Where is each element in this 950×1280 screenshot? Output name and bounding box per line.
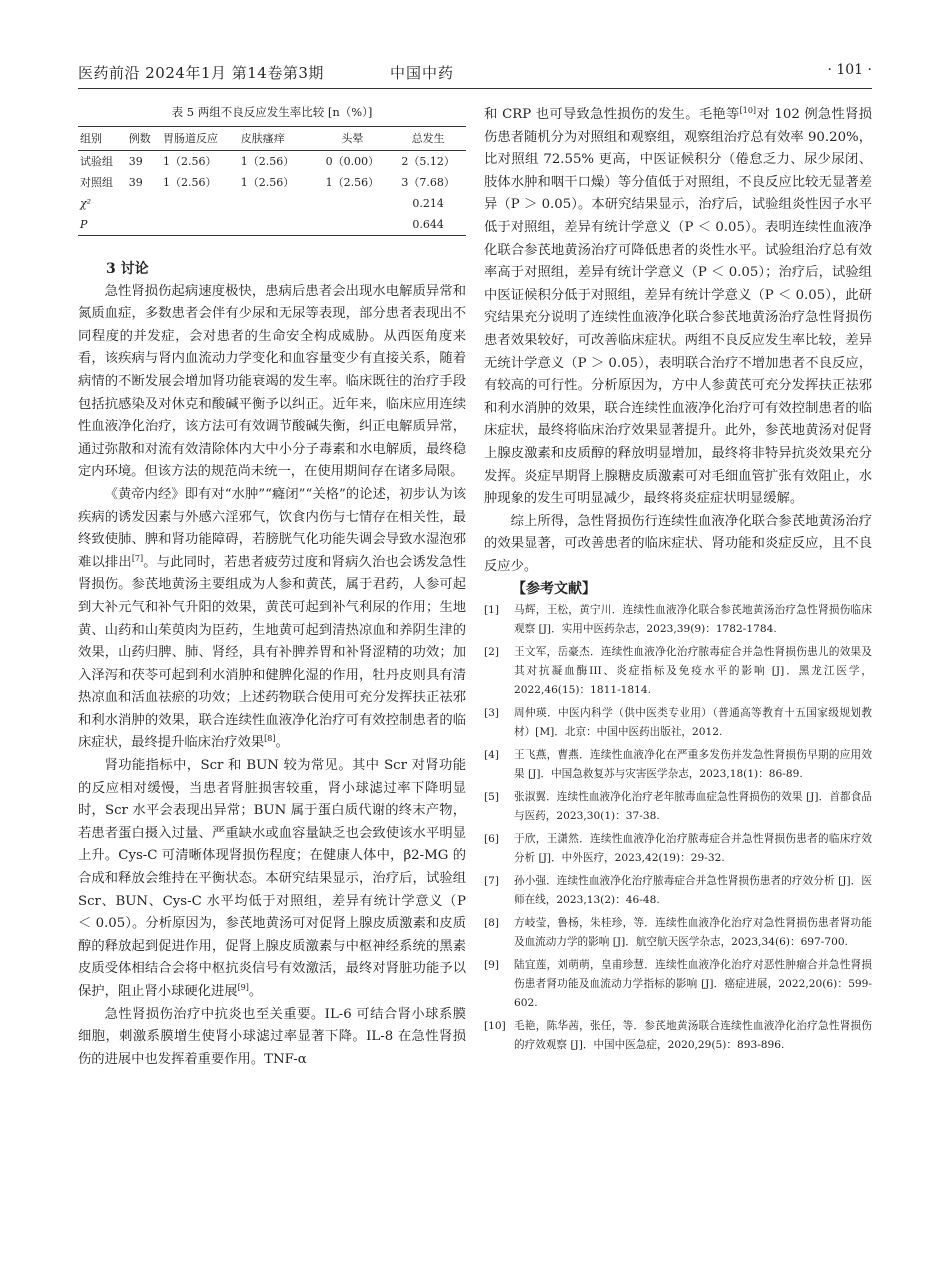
ref-text: 于欣，王潇然．连续性血液净化治疗脓毒症合并急性肾损伤患者的临床疗效分析 [J]．中外医疗，2023,42(19)：29-32. (514, 833, 872, 865)
table-row (78, 172, 466, 193)
text-run: 肾功能指标中，Scr 和 BUN 较为常见。其中 Scr 对肾功能的反应相对缓慢，当患者肾脏损害较重，肾小球滤过率下降明显时，Scr 水平会表现出异常；BUN 属于蛋白质代谢的终末产物，若患者蛋白摄入过量、严重缺水或血容量缺乏也会致使该水平明显上升。Cys-C 可清晰体现肾损伤程度；在健康人体中，β2-MG 的合成和释放会维持在平衡状态。本研究结果显示，治疗后，试验组 Scr、BUN、Cys-C 水平均低于对照组，差异有统计学意义（P ＜ 0.05）。分析原因为，参芪地黄汤可对促肾上腺皮质激素和皮质醇的释放起到促进作用，促肾上腺皮质激素与中枢神经系统的黑素皮质受体相结合会将中枢抗炎信号有效激活，最终对肾脏功能予以保护，阻止肾小球硬化进展 (78, 758, 466, 999)
table-cell: 1（2.56） (240, 155, 295, 168)
table-cell: 试验组 (80, 155, 113, 168)
ref-number: [4] (484, 749, 500, 762)
citation: [9] (237, 983, 249, 992)
table-cell: 0.214 (412, 197, 444, 210)
reference-item (484, 872, 872, 910)
table-cell (239, 214, 315, 236)
ref-number: [7] (484, 875, 500, 888)
adverse-reaction-table (78, 126, 466, 236)
reference-list (484, 601, 872, 1055)
ref-number: [2] (484, 646, 500, 659)
text-run: 和 CRP 也可导致急性损伤的发生。毛艳等 (484, 107, 740, 122)
col-header: 头晕 (314, 127, 390, 151)
conclusion-paragraph: 综上所得，急性肾损伤行连续性血液净化联合参芪地黄汤治疗的效果显著，可改善患者的临床症状、肾功能和炎症反应，且不良反应少。 (484, 513, 872, 574)
col-header: 组别 (78, 127, 127, 151)
ref-number: [6] (484, 833, 500, 846)
col-header: 皮肤瘙痒 (239, 127, 315, 151)
reference-item (484, 830, 872, 868)
ref-number: [10] (484, 1020, 506, 1033)
table-cell: 1（2.56） (325, 176, 380, 189)
reference-item (484, 704, 872, 742)
table-header-row (78, 127, 466, 151)
table-cell (161, 193, 239, 214)
col-header: 例数 (127, 127, 161, 151)
body-paragraph: 急性肾损伤治疗中抗炎也至关重要。IL-6 可结合肾小球系膜细胞，刺激系膜增生使肾小球滤过率显著下降。IL-8 在急性肾损伤的进展中也发挥着重要作用。TNF-α (78, 1006, 466, 1067)
ref-number: [8] (484, 917, 500, 930)
reference-item (484, 914, 872, 952)
reference-item (484, 746, 872, 784)
text-run: 。 (275, 735, 289, 751)
table-cell: 3（7.68） (401, 176, 455, 189)
reference-item (484, 1017, 872, 1055)
left-column (78, 104, 466, 1071)
ref-number: [9] (484, 959, 500, 972)
section-title: 3 讨论 (106, 261, 149, 277)
ref-text: 张淑翼．连续性血液净化治疗老年脓毒血症急性肾损伤的效果 [J]．首都食品与医药，2023,30(1)：37-38. (514, 791, 872, 823)
citation: [8] (264, 734, 276, 744)
ref-text: 陆宜莲，刘萌萌，皇甫珍慧．连续性血液净化治疗对恶性肿瘤合并急性肾损伤患者肾功能及血流动力学指标的影响 [J]．癌症进展，2022,20(6)：599-602. (514, 959, 872, 1010)
col-header: 总发生 (390, 127, 466, 151)
table-cell: 1（2.56） (162, 176, 217, 189)
ref-text: 马辉，王松，黄宁川．连续性血液净化联合参芪地黄汤治疗急性肾损伤临床观察 [J]．实用中医药杂志，2023,39(9)：1782-1784. (514, 604, 872, 636)
ref-text: 孙小强．连续性血液净化治疗脓毒症合并急性肾损伤患者的疗效分析 [J]．医师在线，2023,13(2)：46-48. (514, 875, 872, 907)
page-number: · 101 · (827, 62, 872, 78)
table-cell: 39 (128, 155, 143, 168)
reference-item (484, 643, 872, 700)
ref-number: [5] (484, 791, 500, 804)
body-paragraph: 急性肾损伤起病速度极快，患病后患者会出现水电解质异常和氮质血症，多数患者会伴有少尿和无尿等表现，部分患者表现出不同程度的并发症，会对患者的生命安全构成威胁。从西医角度来看，该疾病与肾内血流动力学变化和血容量变少有直接关系，随着病情的不断发展会增加肾功能衰竭的发生率。临床既往的治疗手段包括抗感染及对休克和酸碱平衡予以纠正。近年来，临床应用连续性血液净化治疗，该方法可有效调节酸碱失衡，纠正电解质异常，通过弥散和对流有效清除体内大中小分子毒素和水电解质，最终稳定内环境。但该方法的规范尚未统一，在使用期间存在诸多局限。 (78, 283, 466, 480)
table-cell (314, 214, 390, 236)
text-run: 对 102 例急性肾损伤患者随机分为对照组和观察组，观察组治疗总有效率 90.20%，比对照组 72.55% 更高，中医证候积分（倦怠乏力、尿少尿闭、肢体水肿和咽干口燥）等分值低于对照组，不良反应比较无显著差异（P ＞ 0.05）。本研究结果显示，治疗后，试验组炎性因子水平低于对照组，差异有统计学意义（P ＜ 0.05）。表明连续性血液净化联合参芪地黄汤治疗可降低患者的炎性水平。试验组治疗总有效率高于对照组，差异有统计学意义（P ＜ 0.05）；治疗后，试验组中医证候积分低于对照组，差异有统计学意义（P ＜ 0.05），此研究结果充分说明了连续性血液净化联合参芪地黄汤治疗急性肾损伤患者效果较好，可改善临床症状。两组不良反应发生率比较，差异无统计学意义（P ＞ 0.05），表明联合治疗不增加患者不良反应，有较高的可行性。分析原因为，方中人参黄芪可充分发挥扶正祛邪和利水消肿的效果，联合连续性血液净化治疗可有效控制患者的临床症状，最终将临床治疗效果显著提升。此外，参芪地黄汤对促肾上腺皮激素和皮质醇的释放明显增加，最终将非特异抗炎效果充分发挥。炎症早期肾上腺糖皮质激素可对毛细血管扩张有效阻止，水肿现象的发生可明显减少，最终将炎症症状明显缓解。 (484, 107, 872, 507)
ref-text: 王飞燕，曹燕．连续性血液净化在严重多发伤并发急性肾损伤早期的应用效果 [J]．中国急救复苏与灾害医学杂志，2023,18(1)：86-89. (514, 749, 872, 781)
table-cell (127, 193, 161, 214)
ref-text: 方岐莹，鲁杨，朱桂珍，等．连续性血液净化治疗对急性肾损伤患者肾功能及血流动力学的影响 [J]．航空航天医学杂志，2023,34(6)：697-700. (514, 917, 872, 949)
table-cell: 0.644 (390, 214, 466, 236)
table-row (78, 151, 466, 173)
table-row (78, 214, 466, 236)
table-cell: 1（2.56） (162, 155, 217, 168)
ref-text: 周仲瑛．中医内科学（供中医类专业用）（普通高等教育十五国家级规划教材）[M]．北京：中国中医药出版社，2012. (514, 707, 872, 739)
body-paragraph (78, 755, 466, 1004)
text-run: 。与此同时，若患者疲劳过度和肾病久治也会诱发急性肾损伤。参芪地黄汤主要组成为人参和黄芪，属于君药，人参可起到大补元气和补气升阳的效果，黄芪可起到补气利尿的作用；生地黄、山药和山茱萸肉为臣药，生地黄可起到清热凉血和养阴生津的效果，山药归脾、肺、肾经，具有补脾养胃和补肾涩精的功效；加入泽泻和茯苓可起到利水消肿和健脾化湿的作用，牡丹皮则具有清热凉血和活血祛瘀的功效；上述药物联合使用可充分发挥扶正祛邪和利水消肿的效果，联合连续性血液净化治疗可有效控制患者的临床症状，最终提升临床治疗效果 (78, 554, 467, 751)
table-cell: P (78, 214, 127, 236)
references-title: 【参考文献】 (512, 581, 596, 598)
ref-text: 毛艳，陈华茜，张任，等．参芪地黄汤联合连续性血液净化治疗急性肾损伤的疗效观察 [J]．中国中医急症，2020,29(5)：893-896. (514, 1020, 872, 1052)
table-cell (239, 193, 315, 214)
table-cell: 2（5.12） (401, 155, 455, 168)
table-cell: χ² (80, 197, 92, 210)
reference-item (484, 956, 872, 1013)
text-run: 《黄帝内经》即有对“水肿”“癃闭”“关格”的论述，初步认为该疾病的诱发因素与外感六淫邪气，饮食内伤与七情存在相关性，最终致使肺、脾和肾功能障碍，若膀胱气化功能失调会导致水湿泡邪难以排出 (78, 486, 466, 570)
body-paragraph (78, 484, 466, 755)
citation: [7] (131, 553, 144, 563)
col-header: 胃肠道反应 (161, 127, 239, 151)
text-run: 。 (248, 984, 263, 999)
ref-number: [1] (484, 604, 500, 617)
ref-text: 王文军，岳豪杰．连续性血液净化治疗脓毒症合并急性肾损伤患儿的效果及其对抗凝血酶III、炎症指标及免疫水平的影响 [J]．黑龙江医学，2022,46(15)：1811-1814. (514, 646, 872, 697)
table-cell: 对照组 (80, 176, 113, 189)
reference-item (484, 788, 872, 826)
ref-number: [3] (484, 707, 500, 720)
page-header (78, 62, 872, 88)
table-cell (127, 214, 161, 236)
table-caption: 表 5 两组不良反应发生率比较 [n（%）] (171, 105, 373, 119)
table-row (78, 193, 466, 214)
body-paragraph (484, 104, 872, 511)
journal-info: 医药前沿 2024年1月 第14卷第3期 (78, 64, 324, 82)
reference-item (484, 601, 872, 639)
table-cell (314, 193, 390, 214)
citation: [10] (739, 106, 757, 115)
table-cell: 39 (128, 176, 143, 189)
column-name: 中国中药 (390, 64, 455, 82)
table-cell: 0（0.00） (325, 155, 380, 168)
table-cell (161, 214, 239, 236)
right-column (484, 104, 872, 1059)
table-cell: 1（2.56） (240, 176, 295, 189)
header-rule (78, 88, 872, 89)
